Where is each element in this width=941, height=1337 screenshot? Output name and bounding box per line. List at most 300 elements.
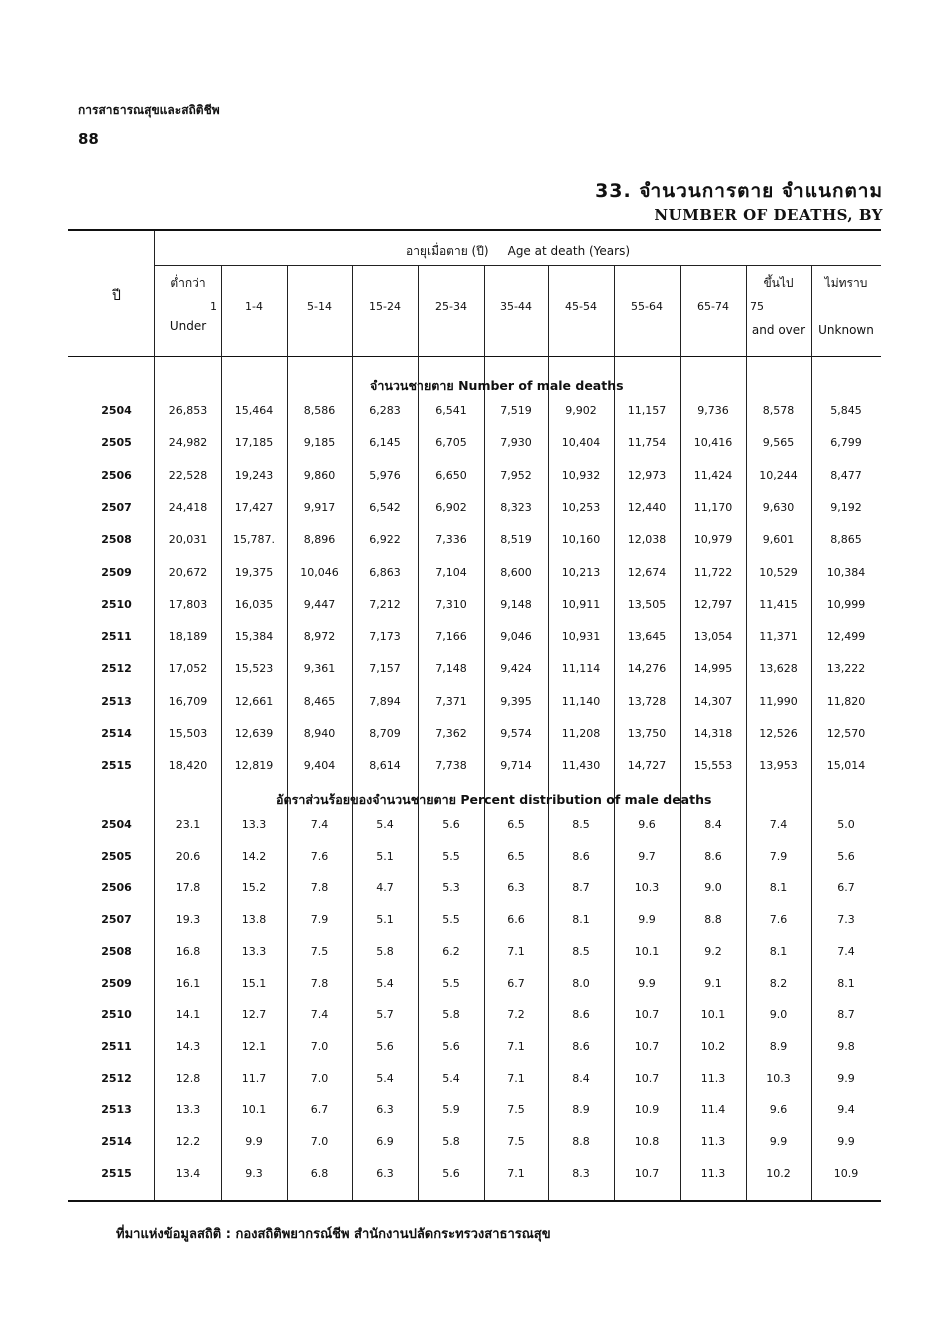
cell-15-24: 5.6: [376, 1040, 394, 1053]
cell-25-34: 5.4: [442, 1072, 460, 1085]
running-header: การสาธารณสุขและสถิติชีพ: [78, 103, 220, 117]
cell-65-74: 11.3: [700, 1135, 726, 1148]
cell-unknown: 8,865: [830, 533, 862, 546]
row-year: 2509: [101, 977, 132, 990]
cell-under1: 13.3: [175, 1103, 201, 1116]
cell-75-over: 8.1: [769, 881, 788, 894]
cell-1-4: 11.7: [241, 1072, 267, 1085]
cell-25-34: 5.3: [442, 881, 460, 894]
cell-1-4: 12,819: [234, 759, 274, 772]
section-title: จำนวนชายตาย Number of male deaths: [370, 378, 624, 393]
cell-75-over: 10,244: [759, 469, 798, 482]
cell-15-24: 7,894: [369, 695, 401, 708]
cell-15-24: 4.7: [376, 881, 394, 894]
cell-45-54: 11,208: [561, 727, 601, 740]
cell-unknown: 5,845: [830, 404, 862, 417]
cell-under1: 24,418: [168, 501, 208, 514]
cell-15-24: 6.9: [376, 1135, 394, 1148]
cell-45-54: 8.5: [572, 818, 590, 831]
cell-unknown: 6.7: [837, 881, 855, 894]
cell-55-64: 10.7: [634, 1040, 660, 1053]
cell-45-54: 10,931: [561, 630, 601, 643]
row-year: 2508: [101, 533, 132, 546]
row-year: 2512: [101, 662, 132, 675]
cell-45-54: 9,902: [565, 404, 597, 417]
cell-25-34: 6,541: [435, 404, 467, 417]
cell-under1: 24,982: [168, 436, 208, 449]
cell-5-14: 7.9: [310, 913, 329, 926]
row-year: 2513: [101, 1103, 132, 1116]
cell-under1: 12.8: [175, 1072, 201, 1085]
cell-5-14: 7.5: [310, 945, 329, 958]
row-year: 2508: [101, 945, 132, 958]
cell-1-4: 17,185: [234, 436, 274, 449]
cell-55-64: 9.9: [638, 977, 656, 990]
cell-5-14: 10,046: [300, 566, 339, 579]
cell-unknown: 7.4: [837, 945, 855, 958]
cell-unknown: 9.9: [837, 1135, 855, 1148]
cell-45-54: 8.6: [572, 1040, 590, 1053]
column-header-15-24: 15-24: [369, 300, 401, 313]
cell-45-54: 8.6: [572, 1008, 590, 1021]
cell-1-4: 19,375: [234, 566, 274, 579]
cell-45-54: 8.7: [572, 881, 590, 894]
cell-under1: 13.4: [175, 1167, 201, 1180]
cell-75-over: 9,565: [762, 436, 795, 449]
row-year: 2509: [101, 566, 132, 579]
age-header: อายุเมื่อตาย (ปี) Age at death (Years): [405, 244, 631, 258]
cell-65-74: 9.1: [704, 977, 722, 990]
cell-5-14: 8,465: [303, 695, 336, 708]
cell-35-44: 9,148: [500, 598, 532, 611]
cell-unknown: 8,477: [830, 469, 862, 482]
column-header-35-44: 35-44: [500, 300, 532, 313]
row-year: 2505: [101, 436, 132, 449]
cell-under1: 20,031: [168, 533, 208, 546]
cell-25-34: 5.8: [442, 1008, 460, 1021]
cell-1-4: 14.2: [241, 850, 267, 863]
cell-unknown: 10.9: [833, 1167, 859, 1180]
cell-75-over: 9.0: [769, 1008, 788, 1021]
cell-15-24: 7,212: [369, 598, 401, 611]
cell-65-74: 11.3: [700, 1072, 726, 1085]
cell-unknown: 10,999: [826, 598, 866, 611]
cell-unknown: 9.9: [837, 1072, 855, 1085]
cell-25-34: 7,104: [435, 566, 467, 579]
cell-under1: 14.1: [175, 1008, 201, 1021]
cell-under1: 15,503: [168, 727, 208, 740]
cell-under1: 26,853: [168, 404, 208, 417]
cell-45-54: 10,253: [561, 501, 601, 514]
column-header-under1-english: Under: [169, 319, 207, 333]
column-header-75-over-thai: ขึ้นไป: [763, 276, 794, 290]
cell-15-24: 6,863: [369, 566, 401, 579]
cell-45-54: 8.5: [572, 945, 590, 958]
cell-35-44: 6.3: [507, 881, 525, 894]
cell-5-14: 9,447: [303, 598, 336, 611]
cell-55-64: 11,754: [627, 436, 667, 449]
cell-5-14: 8,972: [303, 630, 336, 643]
cell-35-44: 9,046: [500, 630, 532, 643]
cell-35-44: 9,395: [500, 695, 532, 708]
cell-5-14: 7.6: [310, 850, 329, 863]
cell-15-24: 7,173: [369, 630, 401, 643]
cell-5-14: 8,940: [303, 727, 336, 740]
bottom-rule: [68, 1200, 881, 1202]
cell-15-24: 5.1: [376, 913, 394, 926]
row-year: 2504: [101, 404, 132, 417]
cell-1-4: 9.9: [245, 1135, 263, 1148]
cell-under1: 14.3: [175, 1040, 201, 1053]
cell-25-34: 7,362: [435, 727, 467, 740]
cell-75-over: 7.4: [769, 818, 788, 831]
cell-under1: 18,189: [168, 630, 208, 643]
cell-75-over: 10,529: [759, 566, 798, 579]
cell-5-14: 9,860: [303, 469, 336, 482]
cell-35-44: 7,930: [500, 436, 532, 449]
cell-75-over: 13,953: [759, 759, 798, 772]
cell-55-64: 10.7: [634, 1072, 660, 1085]
cell-45-54: 8.9: [572, 1103, 590, 1116]
cell-under1: 16,709: [168, 695, 208, 708]
cell-35-44: 8,600: [500, 566, 532, 579]
cell-35-44: 9,574: [500, 727, 532, 740]
row-year: 2505: [101, 850, 132, 863]
cell-35-44: 6.7: [507, 977, 525, 990]
cell-35-44: 7.5: [507, 1103, 525, 1116]
cell-5-14: 9,404: [303, 759, 336, 772]
cell-55-64: 13,728: [627, 695, 667, 708]
cell-25-34: 7,310: [435, 598, 467, 611]
cell-5-14: 7.4: [310, 818, 329, 831]
cell-75-over: 9.6: [769, 1103, 788, 1116]
cell-unknown: 7.3: [837, 913, 855, 926]
column-header-under1-thai: ต่ำกว่า: [170, 276, 206, 290]
cell-55-64: 12,038: [627, 533, 667, 546]
cell-65-74: 15,553: [693, 759, 733, 772]
cell-35-44: 7,952: [500, 469, 532, 482]
column-header-25-34: 25-34: [435, 300, 467, 313]
cell-35-44: 6.5: [507, 818, 525, 831]
cell-35-44: 9,424: [500, 662, 532, 675]
cell-5-14: 8,586: [303, 404, 336, 417]
row-year: 2515: [101, 759, 132, 772]
cell-45-54: 8.8: [572, 1135, 590, 1148]
cell-45-54: 8.4: [572, 1072, 590, 1085]
cell-5-14: 6.7: [310, 1103, 329, 1116]
row-year: 2504: [101, 818, 132, 831]
cell-75-over: 8.9: [769, 1040, 788, 1053]
cell-1-4: 12.1: [241, 1040, 267, 1053]
cell-unknown: 9,192: [830, 501, 862, 514]
cell-45-54: 10,160: [561, 533, 601, 546]
column-header-5-14: 5-14: [307, 300, 332, 313]
cell-75-over: 10.3: [766, 1072, 791, 1085]
cell-5-14: 7.0: [310, 1040, 329, 1053]
cell-under1: 16.8: [175, 945, 201, 958]
cell-1-4: 15.1: [241, 977, 267, 990]
cell-45-54: 10,911: [561, 598, 601, 611]
cell-5-14: 7.0: [310, 1072, 329, 1085]
source-footnote: ที่มาแห่งข้อมูลสถิติ : กองสถิติพยากรณ์ชีพ สำนักงานปลัดกระทรวงสาธารณสุข: [116, 1227, 551, 1242]
cell-1-4: 10.1: [241, 1103, 267, 1116]
column-header-65-74: 65-74: [697, 300, 729, 313]
cell-45-54: 10,213: [561, 566, 601, 579]
cell-15-24: 5.8: [376, 945, 394, 958]
cell-5-14: 7.8: [310, 881, 329, 894]
cell-5-14: 8,896: [303, 533, 336, 546]
cell-15-24: 6.3: [376, 1167, 394, 1180]
row-year: 2514: [101, 1135, 132, 1148]
cell-75-over: 9.9: [769, 1135, 788, 1148]
cell-25-34: 5.6: [442, 1167, 460, 1180]
cell-45-54: 10,404: [561, 436, 601, 449]
cell-unknown: 12,570: [826, 727, 866, 740]
cell-unknown: 6,799: [830, 436, 862, 449]
cell-25-34: 6,902: [435, 501, 467, 514]
row-year: 2512: [101, 1072, 132, 1085]
cell-35-44: 7.1: [507, 1072, 525, 1085]
cell-25-34: 7,166: [435, 630, 467, 643]
cell-5-14: 6.8: [310, 1167, 329, 1180]
cell-under1: 20.6: [175, 850, 201, 863]
column-header-under1-number: 1: [210, 300, 217, 313]
cell-unknown: 5.0: [837, 818, 855, 831]
cell-15-24: 7,157: [369, 662, 401, 675]
top-rule: [68, 229, 881, 231]
cell-unknown: 5.6: [837, 850, 855, 863]
cell-1-4: 15,384: [234, 630, 274, 643]
column-header-55-64: 55-64: [631, 300, 663, 313]
cell-55-64: 10.1: [634, 945, 660, 958]
cell-65-74: 14,318: [693, 727, 733, 740]
cell-unknown: 13,222: [826, 662, 866, 675]
cell-65-74: 8.6: [704, 850, 722, 863]
cell-75-over: 7.9: [769, 850, 788, 863]
year-header: ปี: [112, 288, 121, 304]
cell-75-over: 10.2: [766, 1167, 791, 1180]
cell-55-64: 12,973: [627, 469, 667, 482]
cell-unknown: 11,820: [826, 695, 866, 708]
cell-45-54: 11,140: [561, 695, 601, 708]
cell-15-24: 5,976: [369, 469, 401, 482]
page-number: 88: [78, 130, 99, 148]
row-year: 2506: [101, 881, 132, 894]
cell-under1: 16.1: [175, 977, 201, 990]
cell-1-4: 15,787.: [233, 533, 275, 546]
row-year: 2511: [101, 1040, 132, 1053]
cell-55-64: 10.3: [634, 881, 660, 894]
cell-55-64: 10.7: [634, 1167, 660, 1180]
cell-25-34: 5.5: [442, 977, 460, 990]
cell-75-over: 12,526: [759, 727, 798, 740]
column-header-75-over-english: and over: [751, 323, 806, 337]
cell-5-14: 7.0: [310, 1135, 329, 1148]
cell-55-64: 9.9: [638, 913, 656, 926]
cell-65-74: 11,170: [693, 501, 733, 514]
cell-25-34: 5.9: [442, 1103, 460, 1116]
cell-45-54: 8.1: [572, 913, 590, 926]
cell-15-24: 6,283: [369, 404, 401, 417]
cell-under1: 22,528: [168, 469, 208, 482]
cell-1-4: 13.3: [241, 818, 267, 831]
cell-45-54: 8.3: [572, 1167, 590, 1180]
age-header-rule: [155, 265, 881, 266]
cell-55-64: 13,505: [627, 598, 667, 611]
cell-65-74: 11,722: [693, 566, 733, 579]
cell-1-4: 12,639: [234, 727, 274, 740]
cell-35-44: 7,519: [500, 404, 532, 417]
cell-15-24: 6,145: [369, 436, 401, 449]
column-header-unknown-english: Unknown: [818, 323, 874, 337]
cell-under1: 20,672: [168, 566, 208, 579]
cell-5-14: 9,361: [303, 662, 336, 675]
cell-55-64: 12,440: [627, 501, 667, 514]
cell-65-74: 9.2: [704, 945, 722, 958]
cell-under1: 17.8: [175, 881, 201, 894]
cell-65-74: 8.8: [704, 913, 722, 926]
cell-65-74: 8.4: [704, 818, 722, 831]
cell-unknown: 12,499: [826, 630, 866, 643]
cell-35-44: 6.6: [507, 913, 525, 926]
cell-65-74: 10,979: [693, 533, 733, 546]
cell-15-24: 5.4: [376, 818, 394, 831]
cell-5-14: 7.8: [310, 977, 329, 990]
cell-45-54: 8.0: [572, 977, 590, 990]
column-header-unknown-thai: ไม่ทราบ: [824, 276, 868, 290]
row-year: 2510: [101, 1008, 132, 1021]
cell-75-over: 7.6: [769, 913, 788, 926]
cell-1-4: 17,427: [234, 501, 274, 514]
cell-unknown: 9.8: [837, 1040, 855, 1053]
cell-15-24: 5.4: [376, 977, 394, 990]
cell-1-4: 15,464: [234, 404, 274, 417]
cell-55-64: 11,157: [627, 404, 667, 417]
cell-55-64: 12,674: [627, 566, 667, 579]
cell-5-14: 9,185: [303, 436, 336, 449]
cell-1-4: 13.3: [241, 945, 267, 958]
cell-25-34: 7,371: [435, 695, 467, 708]
cell-65-74: 11.3: [700, 1167, 726, 1180]
cell-65-74: 10.2: [700, 1040, 726, 1053]
cell-5-14: 7.4: [310, 1008, 329, 1021]
cell-55-64: 10.7: [634, 1008, 660, 1021]
cell-under1: 17,803: [168, 598, 208, 611]
cell-55-64: 14,727: [627, 759, 667, 772]
cell-unknown: 8.7: [837, 1008, 855, 1021]
cell-25-34: 6.2: [442, 945, 460, 958]
cell-15-24: 6,922: [369, 533, 401, 546]
row-year: 2510: [101, 598, 132, 611]
cell-1-4: 13.8: [241, 913, 267, 926]
cell-35-44: 8,519: [500, 533, 532, 546]
cell-55-64: 9.7: [638, 850, 656, 863]
cell-55-64: 13,645: [627, 630, 667, 643]
cell-15-24: 6.3: [376, 1103, 394, 1116]
cell-65-74: 10.1: [700, 1008, 726, 1021]
table-title-english: NUMBER OF DEATHS, BY: [654, 206, 883, 224]
cell-35-44: 8,323: [500, 501, 532, 514]
row-year: 2506: [101, 469, 132, 482]
cell-65-74: 14,307: [693, 695, 733, 708]
cell-25-34: 7,738: [435, 759, 467, 772]
cell-under1: 19.3: [175, 913, 201, 926]
cell-unknown: 8.1: [837, 977, 855, 990]
cell-15-24: 8,709: [369, 727, 401, 740]
row-year: 2514: [101, 727, 132, 740]
cell-35-44: 7.5: [507, 1135, 525, 1148]
row-year: 2507: [101, 501, 132, 514]
cell-unknown: 15,014: [826, 759, 866, 772]
cell-15-24: 5.7: [376, 1008, 394, 1021]
cell-15-24: 6,542: [369, 501, 401, 514]
cell-1-4: 15,523: [234, 662, 274, 675]
cell-under1: 23.1: [175, 818, 201, 831]
cell-65-74: 11.4: [700, 1103, 726, 1116]
cell-55-64: 14,276: [627, 662, 667, 675]
cell-45-54: 8.6: [572, 850, 590, 863]
year-column-divider: [154, 231, 155, 1200]
table-title-thai: 33. จำนวนการตาย จำแนกตาม: [595, 180, 883, 202]
cell-75-over: 9,630: [762, 501, 795, 514]
row-year: 2511: [101, 630, 132, 643]
cell-15-24: 5.4: [376, 1072, 394, 1085]
cell-25-34: 5.6: [442, 1040, 460, 1053]
cell-55-64: 10.8: [634, 1135, 660, 1148]
cell-25-34: 7,336: [435, 533, 467, 546]
cell-65-74: 10,416: [693, 436, 733, 449]
cell-65-74: 9,736: [697, 404, 729, 417]
row-year: 2507: [101, 913, 132, 926]
cell-under1: 18,420: [168, 759, 208, 772]
cell-65-74: 14,995: [693, 662, 733, 675]
cell-55-64: 9.6: [638, 818, 656, 831]
cell-35-44: 6.5: [507, 850, 525, 863]
cell-5-14: 9,917: [303, 501, 336, 514]
cell-1-4: 15.2: [241, 881, 267, 894]
cell-under1: 17,052: [168, 662, 208, 675]
cell-75-over: 8.2: [769, 977, 788, 990]
cell-1-4: 16,035: [234, 598, 274, 611]
cell-unknown: 10,384: [826, 566, 866, 579]
cell-15-24: 5.1: [376, 850, 394, 863]
row-year: 2515: [101, 1167, 132, 1180]
cell-35-44: 9,714: [500, 759, 532, 772]
cell-unknown: 9.4: [837, 1103, 855, 1116]
cell-55-64: 10.9: [634, 1103, 660, 1116]
row-year: 2513: [101, 695, 132, 708]
cell-35-44: 7.1: [507, 1040, 525, 1053]
cell-35-44: 7.1: [507, 945, 525, 958]
cell-25-34: 7,148: [435, 662, 467, 675]
cell-65-74: 11,424: [693, 469, 733, 482]
cell-75-over: 8.1: [769, 945, 788, 958]
cell-75-over: 8,578: [762, 404, 795, 417]
cell-75-over: 9,601: [762, 533, 795, 546]
column-header-45-54: 45-54: [565, 300, 597, 313]
column-header-75-over-number: 75: [750, 300, 764, 313]
cell-65-74: 9.0: [704, 881, 722, 894]
header-bottom-rule: [68, 356, 881, 357]
cell-45-54: 11,430: [561, 759, 601, 772]
cell-75-over: 11,371: [759, 630, 798, 643]
cell-25-34: 5.8: [442, 1135, 460, 1148]
cell-65-74: 12,797: [693, 598, 733, 611]
cell-65-74: 13,054: [693, 630, 733, 643]
cell-25-34: 6,705: [435, 436, 467, 449]
cell-1-4: 12.7: [241, 1008, 267, 1021]
column-header-1-4: 1-4: [245, 300, 263, 313]
